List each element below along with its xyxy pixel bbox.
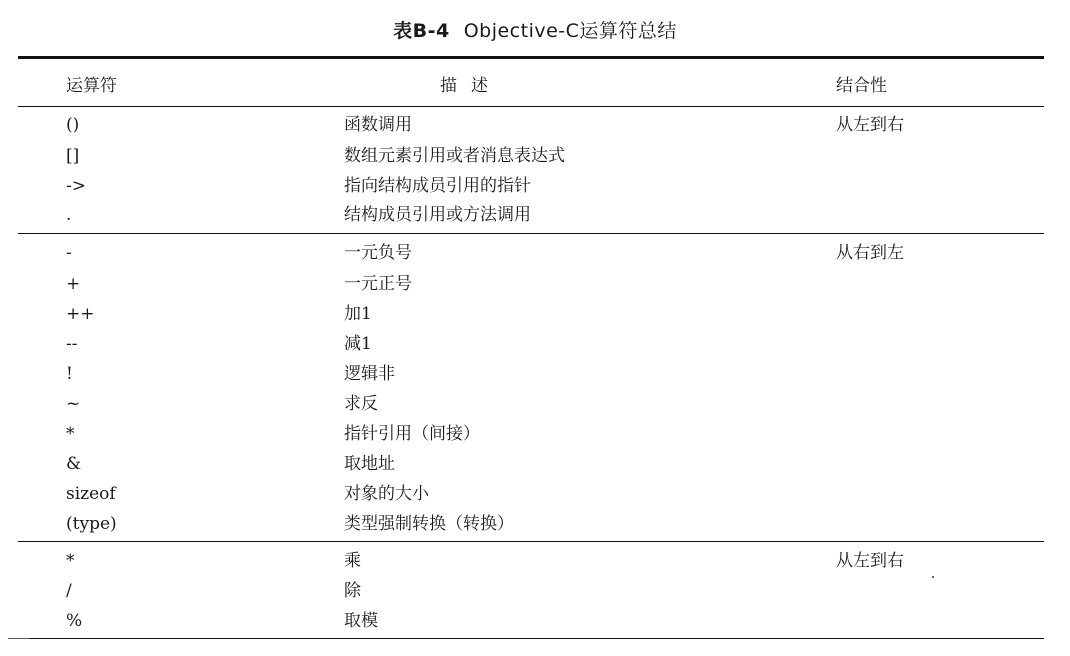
operator-cell: - <box>66 243 72 263</box>
operator-cell: () <box>66 115 80 135</box>
description-cell: 类型强制转换（转换） <box>344 514 514 534</box>
description-cell: 函数调用 <box>344 115 412 135</box>
table-title: Objective-C运算符总结 <box>463 20 677 42</box>
description-cell: 数组元素引用或者消息表达式 <box>344 146 565 166</box>
operator-cell: % <box>66 611 83 631</box>
operator-cell: (type) <box>66 514 117 534</box>
description-cell: 对象的大小 <box>344 484 429 504</box>
description-cell: 一元正号 <box>344 274 412 294</box>
table-caption <box>0 16 1070 43</box>
operator-cell: / <box>66 581 72 601</box>
associativity-cell: 从右到左 <box>836 243 904 263</box>
description-cell: 求反 <box>344 394 378 414</box>
scan-speck <box>932 576 934 578</box>
associativity-cell: 从左到右 <box>836 115 904 135</box>
header-operator: 运算符 <box>66 76 117 96</box>
group-rule <box>18 541 1044 542</box>
description-cell: 加1 <box>344 304 372 324</box>
table-label: 表B-4 <box>393 20 450 42</box>
description-cell: 取地址 <box>344 454 395 474</box>
operator-cell: + <box>66 274 81 294</box>
scan-mark <box>8 638 30 639</box>
description-cell: 一元负号 <box>344 243 412 263</box>
description-cell: 逻辑非 <box>344 364 395 384</box>
operator-cell: ! <box>66 364 73 384</box>
description-cell: 指针引用（间接） <box>344 424 480 444</box>
header-rule <box>18 106 1044 107</box>
description-cell: 除 <box>344 581 361 601</box>
operator-cell: & <box>66 454 82 474</box>
operator-cell: * <box>66 551 75 571</box>
operator-cell: sizeof <box>66 484 116 504</box>
associativity-cell: 从左到右 <box>836 551 904 571</box>
operator-cell: * <box>66 424 75 444</box>
operator-cell: . <box>66 205 72 225</box>
table-top-rule <box>18 56 1044 59</box>
description-cell: 减1 <box>344 334 372 354</box>
group-rule <box>18 233 1044 234</box>
header-associativity: 结合性 <box>836 76 887 96</box>
description-cell: 结构成员引用或方法调用 <box>344 205 531 225</box>
operator-cell: -- <box>66 334 78 354</box>
operator-cell: ++ <box>66 304 95 324</box>
header-description: 描述 <box>440 76 502 96</box>
operator-cell: -> <box>66 176 86 196</box>
description-cell: 乘 <box>344 551 361 571</box>
description-cell: 取模 <box>344 611 378 631</box>
operator-cell: ~ <box>66 394 81 414</box>
description-cell: 指向结构成员引用的指针 <box>344 176 531 196</box>
table-bottom-rule <box>18 638 1044 639</box>
operator-cell: [] <box>66 146 80 166</box>
